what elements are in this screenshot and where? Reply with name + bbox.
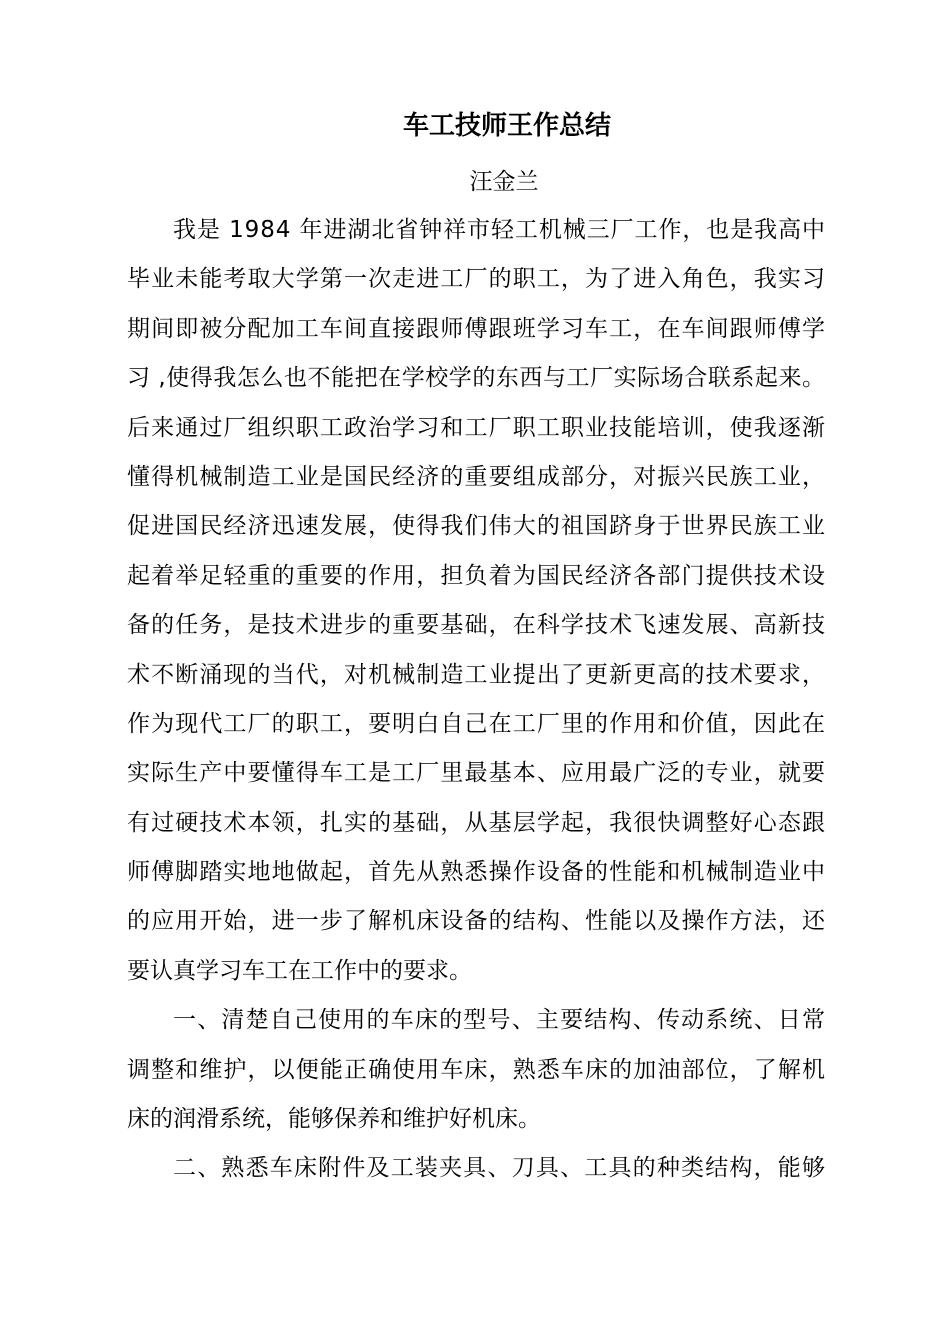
paragraph-line: 备的任务，是技术进步的重要基础，在科学技术飞速发展、高新技 — [127, 612, 827, 639]
paragraph-line: 我是 1984 年进湖北省钟祥市轻工机械三厂工作，也是我高中 — [173, 217, 826, 243]
paragraph-line: 床的润滑系统，能够保养和维护好机床。 — [127, 1106, 541, 1133]
paragraph-line: 期间即被分配加工车间直接跟师傅跟班学习车工，在车间跟师傅学 — [127, 315, 827, 342]
paragraph-line: 一、清楚自己使用的车床的型号、主要结构、传动系统、日常 — [173, 1007, 827, 1034]
paragraph-line: 二、熟悉车床附件及工装夹具、刀具、工具的种类结构，能够 — [173, 1155, 827, 1182]
document-title: 车工技师王作总结 — [402, 111, 611, 141]
paragraph-line: 毕业未能考取大学第一次走进工厂的职工，为了进入角色，我实习 — [127, 266, 827, 293]
paragraph-line: 促进国民经济迅速发展，使得我们伟大的祖国跻身于世界民族工业 — [127, 513, 827, 540]
paragraph-line: 有过硬技术本领，扎实的基础，从基层学起，我很快调整好心态跟 — [127, 809, 827, 836]
paragraph — [127, 210, 825, 1000]
paragraph-line: 起着举足轻重的重要的作用，担负着为国民经济各部门提供技术设 — [127, 562, 827, 589]
paragraph-line: 懂得机械制造工业是国民经济的重要组成部分，对振兴民族工业， — [127, 463, 827, 490]
paragraph-line: 师傅脚踏实地地做起，首先从熟悉操作设备的性能和机械制造业中 — [127, 859, 827, 886]
paragraph-line: 要认真学习车工在工作中的要求。 — [127, 957, 472, 984]
document-body — [127, 210, 825, 1198]
paragraph-line: 调整和维护，以便能正确使用车床，熟悉车床的加油部位，了解机 — [127, 1056, 827, 1083]
paragraph-line: 实际生产中要懂得车工是工厂里最基本、应用最广泛的专业，就要 — [127, 760, 827, 787]
paragraph-line: 习 ,使得我怎么也不能把在学校学的东西与工厂实际场合联系起来。 — [127, 365, 826, 392]
paragraph — [127, 1000, 825, 1148]
paragraph-line: 的应用开始，进一步了解机床设备的结构、性能以及操作方法，还 — [127, 908, 827, 935]
document-author: 汪金兰 — [469, 169, 539, 195]
paragraph-line: 术不断涌现的当代，对机械制造工业提出了更新更高的技术要求， — [127, 661, 827, 688]
paragraph-line: 作为现代工厂的职工，要明白自己在工厂里的作用和价值，因此在 — [127, 710, 827, 737]
paragraph-line: 后来通过厂组织职工政治学习和工厂职工职业技能培训，使我逐渐 — [127, 414, 827, 441]
paragraph — [127, 1148, 825, 1197]
